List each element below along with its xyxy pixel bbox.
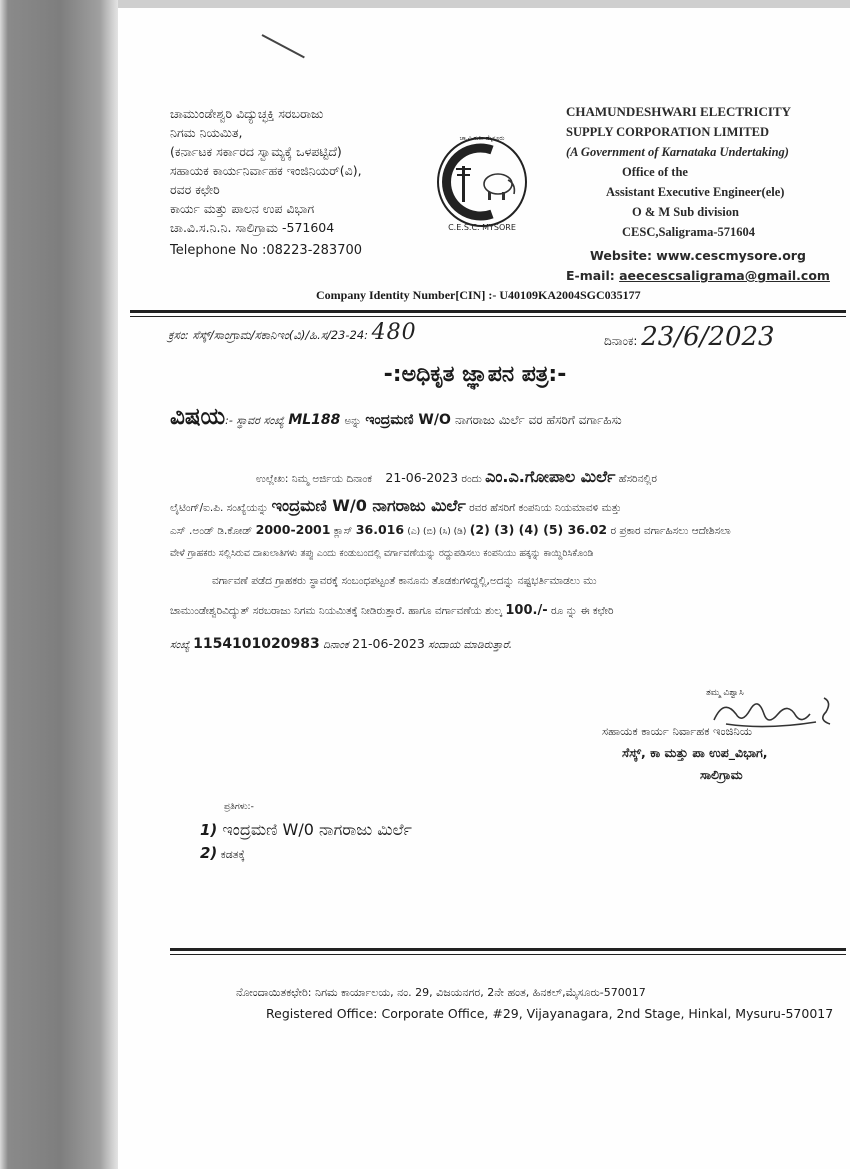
body-text: ರೂ ನ್ನು ಈ ಕಛೇರಿ	[550, 605, 614, 617]
header-divider-thin	[130, 316, 846, 317]
english-header-line: CESC,Saligrama-571604	[622, 225, 755, 239]
english-header-line: CHAMUNDESHWARI ELECTRICITY	[566, 104, 792, 119]
application-date: 21-06-2023	[385, 470, 459, 485]
body-text: ಸಂಖ್ಯೆ	[170, 639, 190, 651]
body-text: ಉಲ್ಲೇಖ: ನಿಮ್ಮ ಅರ್ಜಿಯ ದಿನಾಂಕ	[256, 473, 373, 485]
footer-divider-thin	[170, 954, 846, 955]
class-clauses: (2) (3) (4) (5) 36.02	[469, 522, 608, 537]
code-year: 2000-2001	[255, 522, 331, 537]
telephone: Telephone No :08223-283700	[170, 243, 363, 258]
subject-line	[170, 404, 622, 430]
subject-label: ವಿಷಯ	[170, 404, 226, 430]
english-header-line: (A Government of Karnataka Undertaking)	[566, 145, 789, 159]
cin-number: Company Identity Number[CIN] :- U40109KA2004SGC035177	[316, 288, 641, 302]
body-text: ರಂದು	[461, 473, 482, 485]
date-handwritten: 23/6/2023	[641, 322, 775, 352]
body-text: ಲೈಟಿಂಗ್/ಐ.ಪಿ. ಸಂಖ್ಯೆಯನ್ನು	[170, 502, 269, 514]
logo-top-text: ಚಾ.ವಿ.ಸ.ನಿ. ಮೈಸೂರು	[459, 135, 505, 142]
previous-owner-name: ಎಂ.ಎ.ಗೋಪಾಲ ಮಿರ್ಲೆ	[485, 467, 616, 486]
subject-name: ಇಂದ್ರಮಣಿ W/O	[365, 412, 451, 428]
kannada-header-line: ನಿಗಮ ನಿಯಮಿತ,	[170, 125, 243, 140]
cesc-logo-icon	[430, 130, 534, 234]
body-text: ಕ್ಲಾಸ್	[333, 525, 353, 537]
scan-top-edge	[118, 0, 850, 8]
signature-block	[602, 688, 850, 783]
signatory-place: ಸಾಲಿಗ್ರಾಮ	[700, 767, 743, 782]
receipt-date: 21-06-2023	[352, 636, 425, 651]
body-line	[170, 522, 731, 538]
body-text: ರ ಪ್ರಕಾರ ವರ್ಗಾಹಿಸಲು ಆದೇಶಿಸಲಾ	[610, 525, 731, 537]
kannada-header-line: ಸಹಾಯಕ ಕಾರ್ಯನಿರ್ವಾಹಕ ಇಂಜಿನಿಯರ್(ವಿ),	[170, 163, 362, 178]
receipt-number: 1154101020983	[193, 636, 320, 652]
body-text: ಹೆಸರಿನಲ್ಲಿರ	[618, 473, 657, 485]
english-header-line: Office of the	[622, 165, 688, 179]
signatory-office: ಸೆಸ್ಕ್, ಕಾ ಮತ್ತು ಪಾ ಉಪ_ವಿಭಾಗ,	[622, 745, 768, 760]
copy-item	[200, 844, 245, 862]
english-header-line: O & M Sub division	[632, 205, 739, 219]
copy-text: ಇಂದ್ರಮಣಿ W/0 ನಾಗರಾಜು ಮಿರ್ಲೆ	[222, 820, 412, 839]
signatory-designation: ಸಹಾಯಕ ಕಾರ್ಯ ನಿರ್ವಾಹಕ ಇಂಜಿನಿಯ	[602, 724, 753, 738]
body-line	[170, 636, 512, 652]
body-text: ಸಂದಾಯ ಮಾಡಿರುತ್ತಾರೆ.	[428, 639, 513, 651]
body-text: ರವರ ಹೆಸರಿಗೆ ಕಂಪನಿಯ ನಿಯಮಾವಳಿ ಮತ್ತು	[469, 502, 622, 514]
kannada-header-line: (ಕರ್ನಾಟಕ ಸರ್ಕಾರದ ಸ್ವಾಮ್ಯಕ್ಕೆ ಒಳಪಟ್ಟಿದೆ)	[170, 144, 342, 159]
body-line: ವೇಳೆ ಗ್ರಾಹಕರು ಸಲ್ಲಿಸಿರುವ ದಾಖಲಾತಿಗಳು ತಪ್ಪು ಎಂದು ಕಂಡುಬಂದಲ್ಲಿ ವರ್ಗಾವಣೆಯನ್ನು ರದ್ದುಪಡಿಸಲು ಕಂಪನಿಯು ಹಕ್ಕನ್ನು ಕಾಯ್ದಿರಿಸಿಕೊಂಡಿ	[170, 548, 594, 559]
class-number: 36.016	[355, 522, 405, 537]
logo-text: C.E.S.C. MYSORE	[448, 223, 516, 232]
english-header-line: Assistant Executive Engineer(ele)	[606, 185, 785, 199]
english-header	[566, 102, 846, 286]
document-title: -:ಅಧಿಕೃತ ಜ್ಞಾಪನ ಪತ್ರ:-	[383, 362, 567, 387]
header-divider	[130, 310, 846, 313]
copy-item	[200, 820, 412, 840]
body-text: ಎಸ್ .ಅಂಡ್ ಡಿ.ಕೋಡ್	[170, 525, 253, 537]
subject-text: :- ಸ್ಥಾವರ ಸಂಖ್ಯೆ	[225, 414, 285, 427]
email-line	[566, 266, 846, 286]
copy-number: 2)	[200, 844, 218, 862]
body-line	[256, 467, 657, 487]
letter-date	[604, 322, 775, 352]
reference-label: ಕ್ರಸಂ: ಸೆಸ್ಕ್/ಸಾಂಗ್ರಾಮ/ಸಕಾನಿಇಂ(ವಿ)/ಹಿ.ಸ/23-24:	[168, 328, 369, 342]
signature-caption: ತಮ್ಮ ವಿಶ್ವಾಸಿ	[706, 688, 744, 698]
footer-divider	[170, 948, 846, 951]
body-line	[170, 603, 613, 618]
registered-office-english: Registered Office: Corporate Office, #29, Vijayanagara, 2nd Stage, Hinkal, Mysuru-570017	[266, 1006, 834, 1021]
body-text: (ಎ) (ಬಿ) (ಸಿ) (ಡಿ)	[407, 527, 467, 537]
copy-number: 1)	[200, 821, 218, 839]
new-owner-name: ಇಂದ್ರಮಣಿ W/0 ನಾಗರಾಜು ಮಿರ್ಲೆ	[271, 496, 466, 515]
scan-shadow	[0, 0, 122, 1169]
kannada-header-line: ರವರ ಕಛೇರಿ	[170, 182, 220, 197]
website: Website: www.cescmysore.org	[590, 248, 806, 263]
body-text: ಚಾಮುಂಡೇಶ್ವರಿವಿದ್ಯುತ್ ಸರಬರಾಜು ನಿಗಮ ನಿಯಮಿತಕ್ಕೆ ನೀಡಿರುತ್ತಾರೆ. ಹಾಗೂ ವರ್ಗಾವಣೆಯ ಶುಲ್ಕ	[170, 605, 503, 617]
registered-office-kannada: ನೋಂದಾಯಿತಕಛೇರಿ: ನಿಗಮ ಕಾರ್ಯಾಲಯ, ನಂ. 29, ವಿಜಯನಗರ, 2ನೇ ಹಂತ, ಹಿನಕಲ್,ಮೈಸೂರು-570017	[236, 986, 646, 999]
subject-text: ಅನ್ನು	[344, 416, 362, 427]
kannada-header-line: ಚಾ.ವಿ.ಸ.ನಿ.ನಿ. ಸಾಲಿಗ್ರಾಮ -571604	[170, 220, 335, 235]
copies-label: ಪ್ರತಿಗಳು:-	[224, 802, 254, 812]
body-line: ವರ್ಗಾವಣೆ ಪಡೆದ ಗ್ರಾಹಕರು ಸ್ಥಾವರಕ್ಕೆ ಸಂಬಂಧಪಟ್ಟಂತೆ ಕಾನೂನು ತೊಡಕುಗಳಿದ್ದಲ್ಲಿ,ಅದನ್ನು ನಷ್ಟಭರ್ತಿಮಾಡಲು ಮು	[212, 575, 597, 587]
email-label: E-mail:	[566, 268, 620, 283]
installation-number: ML188	[288, 412, 341, 428]
date-label: ದಿನಾಂಕ:	[604, 334, 638, 348]
kannada-header-line: ಚಾಮುಂಡೇಶ್ವರಿ ವಿದ್ಯುಚ್ಛಕ್ತಿ ಸರಬರಾಜು	[170, 106, 324, 121]
kannada-header-line: ಕಾರ್ಯ ಮತ್ತು ಪಾಲನ ಉಪ ವಿಭಾಗ	[170, 201, 315, 216]
email-link[interactable]: aeecescsaligrama@gmail.com	[619, 268, 830, 283]
copy-text: ಕಡತಕ್ಕೆ	[220, 848, 246, 861]
english-header-line: SUPPLY CORPORATION LIMITED	[566, 125, 770, 139]
subject-text: ನಾಗರಾಜು ಮಿರ್ಲೆ ವರ ಹೆಸರಿಗೆ ವರ್ಗಾಹಿಸು	[455, 413, 622, 427]
reference-number	[168, 320, 417, 345]
transfer-fee: 100./-	[505, 603, 548, 618]
kannada-header	[170, 104, 440, 260]
body-text: ದಿನಾಂಕ	[323, 639, 349, 651]
body-line	[170, 496, 621, 516]
reference-handwritten-no: 480	[371, 320, 417, 345]
